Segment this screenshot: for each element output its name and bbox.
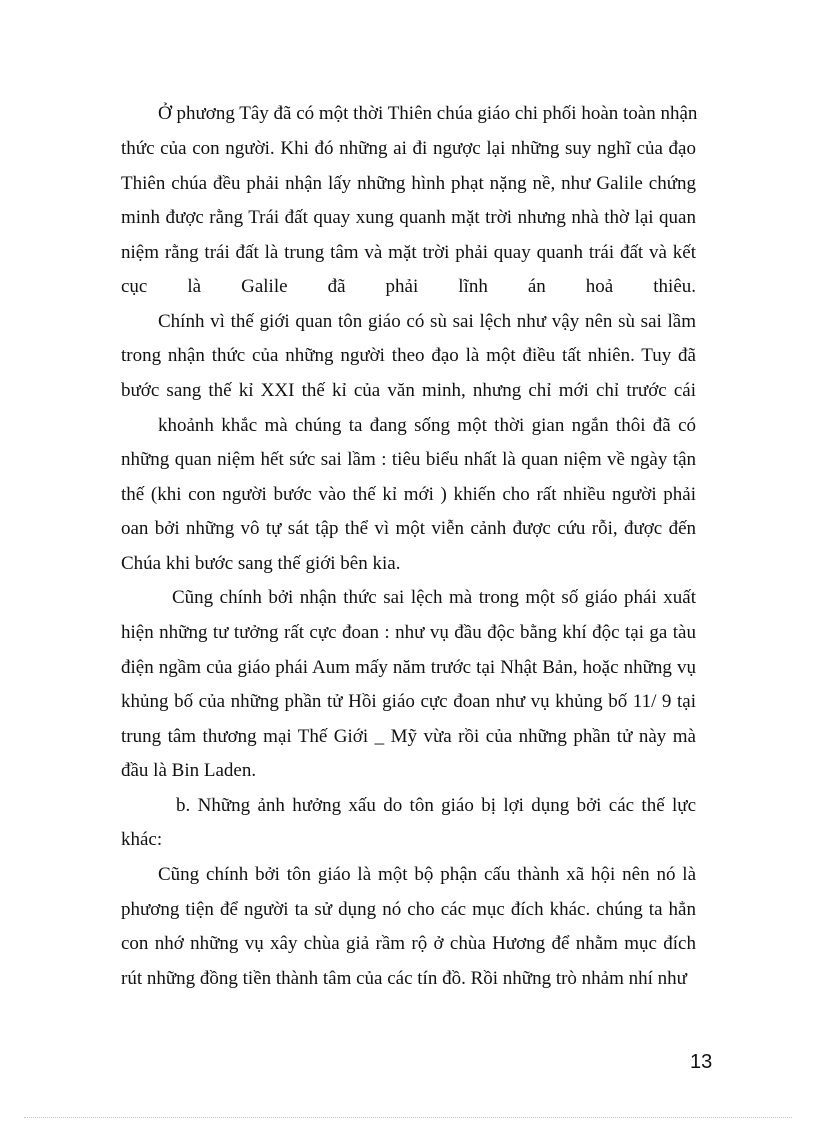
- text-line: điện ngầm của giáo phái Aum mấy năm trước tại Nhật Bản, hoặc những vụ: [121, 657, 696, 678]
- text-line: Cũng chính bởi nhận thức sai lệch mà trong một số giáo phái xuất: [172, 587, 696, 608]
- text-line: Chính vì thế giới quan tôn giáo có sù sai lệch như vậy nên sù sai lầm: [158, 311, 696, 332]
- text-line: niệm rằng trái đất là trung tâm và mặt trời phải quay quanh trái đất và kết: [121, 242, 696, 263]
- text-line: rút những đồng tiền thành tâm của các tín đồ. Rồi những trò nhảm nhí như: [121, 968, 687, 989]
- text-line: thế (khi con người bước vào thế kỉ mới ) khiến cho rất nhiều người phải: [121, 484, 696, 505]
- text-line: khủng bố của những phần tử Hồi giáo cực đoan như vụ khủng bố 11/ 9 tại: [121, 691, 696, 712]
- text-line: thức của con người. Khi đó những ai đi ngược lại những suy nghĩ của đạo: [121, 138, 696, 159]
- text-line: khoảnh khắc mà chúng ta đang sống một thời gian ngắn thôi đã có: [158, 415, 696, 436]
- section-heading-continuation: khác:: [121, 829, 163, 850]
- text-line: hiện những tư tưởng rất cực đoan : như vụ đầu độc bằng khí độc tại ga tàu: [121, 622, 696, 643]
- text-line: con nhớ những vụ xây chùa giả rầm rộ ở chùa Hương để nhằm mục đích: [121, 933, 696, 954]
- text-line: trong nhận thức của những người theo đạo là một điều tất nhiên. Tuy đã: [121, 345, 696, 366]
- text-line: Ở phương Tây đã có một thời Thiên chúa giáo chi phối hoàn toàn nhận: [158, 103, 698, 124]
- text-line: phương tiện để người ta sử dụng nó cho các mục đích khác. chúng ta hẳn: [121, 899, 696, 920]
- section-heading: b. Những ảnh hưởng xấu do tôn giáo bị lợi dụng bởi các thế lực: [176, 795, 696, 816]
- text-line: bước sang thế kỉ XXI thế kỉ của văn minh, nhưng chỉ mới chỉ trước cái: [121, 380, 696, 401]
- text-line: minh được rằng Trái đất quay xung quanh mặt trời nhưng nhà thờ lại quan: [121, 207, 696, 228]
- text-line: đầu là Bin Laden.: [121, 760, 257, 781]
- text-line: trung tâm thương mại Thế Giới _ Mỹ vừa rồi của những phần tử này mà: [121, 726, 696, 747]
- text-line: những quan niệm hết sức sai lầm : tiêu biểu nhất là quan niệm về ngày tận: [121, 449, 696, 470]
- page-number: 13: [690, 1051, 713, 1073]
- text-line: cục là Galile đã phải lĩnh án hoả thiêu.: [121, 276, 696, 297]
- footer-dotted-rule: [24, 1117, 792, 1118]
- text-line: Chúa khi bước sang thế giới bên kia.: [121, 553, 401, 574]
- text-line: Cũng chính bởi tôn giáo là một bộ phận cấu thành xã hội nên nó là: [158, 864, 696, 885]
- text-line: Thiên chúa đều phải nhận lấy những hình phạt nặng nề, như Galile chứng: [121, 173, 696, 194]
- text-line: oan bởi những vô tự sát tập thể vì một viễn cảnh được cứu rỗi, được đến: [121, 518, 696, 539]
